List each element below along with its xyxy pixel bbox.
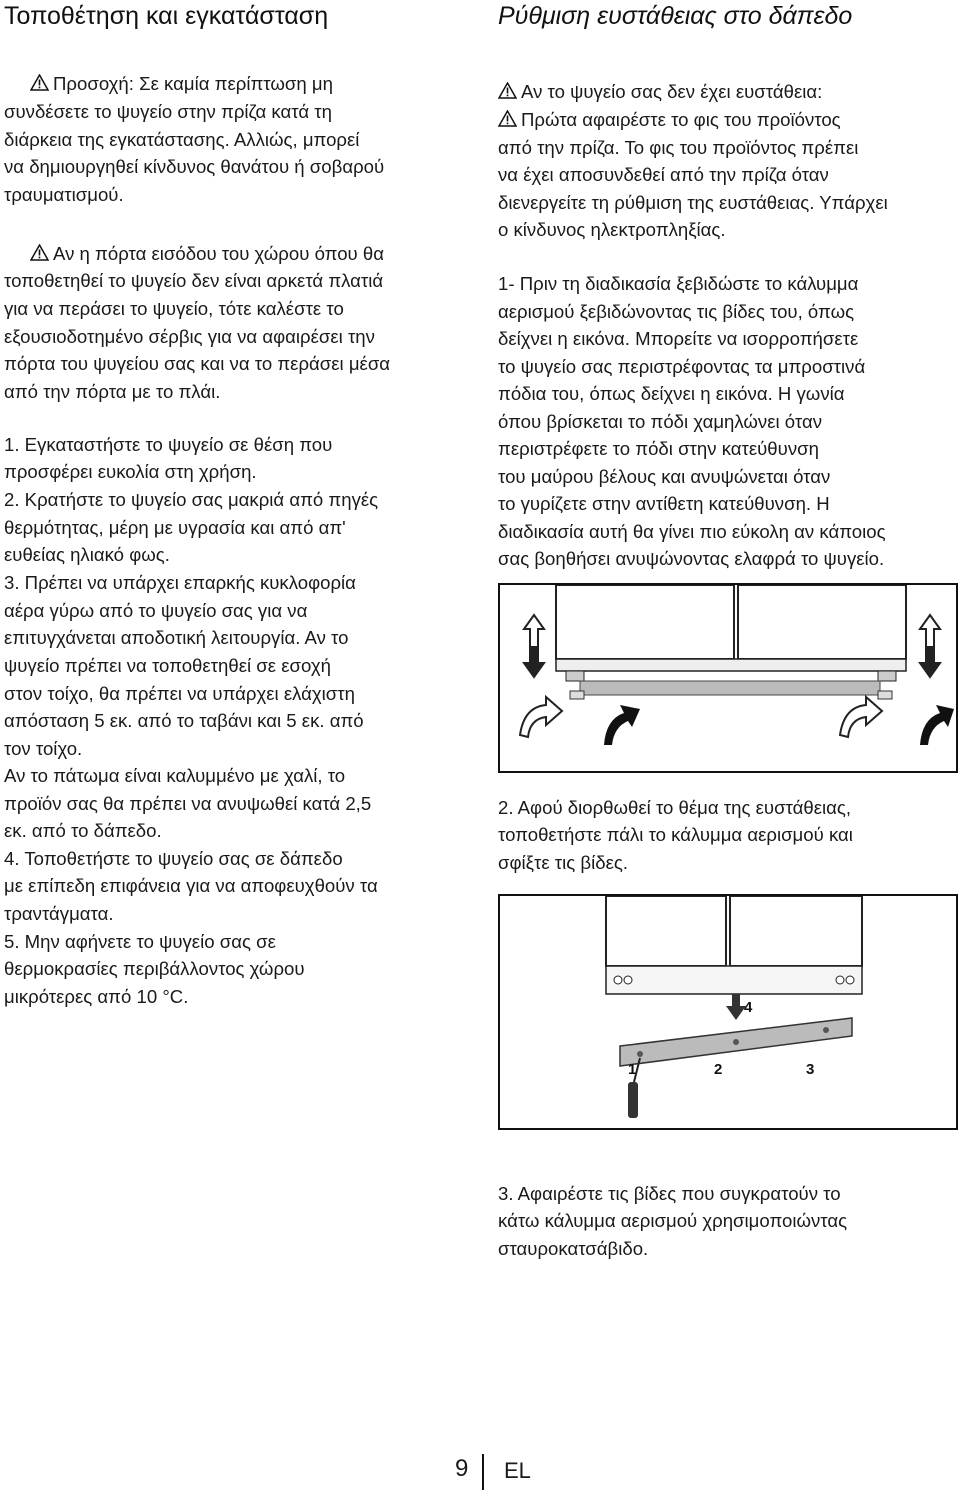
right-column-line-text: 2. Αφού διορθωθεί το θέμα της ευστάθειας, — [498, 797, 852, 818]
right-column-line — [498, 437, 819, 461]
left-column-line — [4, 847, 343, 871]
left-column-line-text: με επίπεδη επιφάνεια για να αποφευχθούν τα — [4, 875, 378, 896]
right-column-line-text: το γυρίζετε στην αντίθετη κατεύθυνση. Η — [498, 493, 830, 514]
right-column-line-text: αερισμού ξεβιδώνοντας τις βίδες του, όπως — [498, 301, 855, 322]
right-column-line-text: Πρώτα αφαιρέστε το φις του προϊόντος — [521, 109, 841, 130]
section-title-installation: Τοποθέτηση και εγκατάσταση — [4, 2, 329, 30]
warning-triangle-icon — [30, 74, 49, 91]
left-column-line — [4, 297, 344, 321]
left-column-line — [4, 682, 355, 706]
left-column-line-text: διάρκεια της εγκατάστασης. Αλλιώς, μπορεί — [4, 129, 360, 150]
warning-triangle-icon — [498, 82, 517, 99]
right-column-line — [498, 410, 822, 434]
left-column-line-text: στον τοίχο, θα πρέπει να υπάρχει ελάχιστη — [4, 683, 355, 704]
left-column-line — [4, 325, 375, 349]
left-column-line — [4, 709, 364, 733]
left-column-line-text: μικρότερες από 10 °C. — [4, 986, 189, 1007]
right-column-line — [498, 136, 858, 160]
figure-label-2: 2 — [714, 1061, 723, 1078]
left-column-line — [4, 543, 170, 567]
left-column-line — [4, 571, 356, 595]
left-column-line — [4, 819, 162, 843]
left-column-line-text: αέρα γύρω από το ψυγείο σας για να — [4, 600, 308, 621]
left-column-line-text: θερμοκρασίες περιβάλλοντος χώρου — [4, 958, 305, 979]
left-column-line — [4, 654, 331, 678]
left-column-line — [4, 985, 188, 1009]
left-column-line — [4, 100, 332, 124]
right-column-line-text: δείχνει η εικόνα. Μπορείτε να ισορροπήσετε — [498, 328, 859, 349]
left-column-line — [4, 269, 383, 293]
figure-vent-cover-screws — [498, 894, 958, 1130]
left-column-line-text: απόσταση 5 εκ. από το ταβάνι και 5 εκ. από — [4, 710, 364, 731]
left-column-line — [4, 380, 220, 404]
left-column-line-text: Αν το πάτωμα είναι καλυμμένο με χαλί, το — [4, 765, 346, 786]
left-column-line-text: επιτυγχάνεται αποδοτική λειτουργία. Αν το — [4, 627, 349, 648]
left-column-line-text: πόρτα του ψυγείου σας και να το περάσει μέσα — [4, 353, 391, 374]
right-column-line-text: το ψυγείο σας περιστρέφοντας τα μπροστινά — [498, 356, 866, 377]
left-column-line — [4, 352, 390, 376]
right-column-line-text: διενεργείτε τη ρύθμιση της ευστάθειας. Υπάρχει — [498, 192, 888, 213]
left-column-line — [4, 460, 257, 484]
left-column-line — [4, 433, 332, 457]
vent-cover-diagram — [500, 896, 956, 1128]
left-column-line — [30, 242, 384, 266]
language-code: EL — [504, 1458, 531, 1483]
left-column-line-text: προσφέρει ευκολία στη χρήση. — [4, 461, 257, 482]
warning-triangle-icon — [498, 110, 517, 127]
right-column-line — [498, 80, 822, 104]
right-column-line-text: πόδια του, όπως δείχνει η εικόνα. Η γωνία — [498, 383, 845, 404]
left-column-line — [4, 957, 305, 981]
figure-label-1: 1 — [628, 1061, 637, 1078]
left-column-line — [4, 902, 114, 926]
right-column-line-text: όπου βρίσκεται το πόδι χαμηλώνει όταν — [498, 411, 823, 432]
right-column-line — [498, 272, 858, 296]
right-column-line-text: περιστρέφετε το πόδι στην κατεύθυνση — [498, 438, 819, 459]
leveling-diagram — [500, 585, 956, 771]
left-column-line — [4, 930, 276, 954]
right-column-line — [498, 355, 865, 379]
right-column-line — [498, 547, 884, 571]
left-column-line-text: από την πόρτα με το πλάι. — [4, 381, 221, 402]
left-column-line-text: τον τοίχο. — [4, 738, 83, 759]
left-column-line-text: ευθείας ηλιακό φως. — [4, 544, 170, 565]
left-column-line-text: θερμότητας, μέρη με υγρασία και από απ' — [4, 517, 346, 538]
left-column-line — [4, 128, 359, 152]
left-column-line-text: συνδέσετε το ψυγείο στην πρίζα κατά τη — [4, 101, 332, 122]
left-column-line — [4, 183, 124, 207]
right-column-line-text: να έχει αποσυνδεθεί από την πρίζα όταν — [498, 164, 829, 185]
right-column-line — [498, 492, 830, 516]
left-column-line — [4, 874, 378, 898]
right-column-line — [498, 108, 841, 132]
right-column-line-text: του μαύρου βέλους και ανυψώνεται όταν — [498, 466, 831, 487]
right-column-line-text: σας βοηθήσει ανυψώνοντας ελαφρά το ψυγείο. — [498, 548, 885, 569]
left-column-line — [30, 72, 333, 96]
right-column-line — [498, 163, 829, 187]
right-column-line — [498, 300, 854, 324]
right-column-line-text: σφίξτε τις βίδες. — [498, 852, 628, 873]
footer-divider — [482, 1454, 484, 1490]
right-column-line-text: τοποθετήστε πάλι το κάλυμμα αερισμού και — [498, 824, 853, 845]
left-column-line-text: τραυματισμού. — [4, 184, 124, 205]
right-column-line-text: 1- Πριν τη διαδικασία ξεβιδώστε το κάλυμμα — [498, 273, 859, 294]
left-column-line — [4, 792, 371, 816]
right-column-line-text: σταυροκατσάβιδο. — [498, 1238, 649, 1259]
left-column-line-text: ψυγείο πρέπει να τοποθετηθεί σε εσοχή — [4, 655, 331, 676]
left-column-line-text: 2. Κρατήστε το ψυγείο σας μακριά από πηγές — [4, 489, 379, 510]
right-column-line — [498, 1237, 648, 1261]
right-column-line-text: ο κίνδυνος ηλεκτροπληξίας. — [498, 219, 726, 240]
left-column-line-text: για να περάσει το ψυγείο, τότε καλέστε το — [4, 298, 344, 319]
figure-leveling-feet — [498, 583, 958, 773]
figure-label-4: 4 — [744, 999, 753, 1016]
right-column-line — [498, 465, 830, 489]
left-column-line — [4, 599, 307, 623]
left-column-line-text: εκ. από το δάπεδο. — [4, 820, 162, 841]
right-column-line — [498, 1209, 847, 1233]
left-column-line — [4, 626, 348, 650]
right-column-line — [498, 327, 858, 351]
right-column-line — [498, 218, 726, 242]
right-column-line-text: 3. Αφαιρέστε τις βίδες που συγκρατούν το — [498, 1183, 841, 1204]
left-column-line-text: 4. Τοποθετήστε το ψυγείο σας σε δάπεδο — [4, 848, 343, 869]
right-column-line — [498, 823, 853, 847]
left-column-line — [4, 764, 345, 788]
warning-triangle-icon — [30, 244, 49, 261]
left-column-line-text: εξουσιοδοτημένο σέρβις για να αφαιρέσει την — [4, 326, 375, 347]
left-column-line-text: τραντάγματα. — [4, 903, 114, 924]
right-column-line-text: διαδικασία αυτή θα γίνει πιο εύκολη αν κάποιος — [498, 521, 886, 542]
left-column-line-text: Προσοχή: Σε καμία περίπτωση μη — [53, 73, 333, 94]
right-column-line-text: κάτω κάλυμμα αερισμού χρησιμοποιώντας — [498, 1210, 848, 1231]
section-title-floor-stability: Ρύθμιση ευστάθειας στο δάπεδο — [498, 2, 853, 30]
page-number: 9 — [455, 1455, 469, 1482]
right-column-line-text: Αν το ψυγείο σας δεν έχει ευστάθεια: — [521, 81, 823, 102]
left-column-line-text: Αν η πόρτα εισόδου του χώρου όπου θα — [53, 243, 384, 264]
left-column-line-text: 1. Εγκαταστήστε το ψυγείο σε θέση που — [4, 434, 333, 455]
figure-label-3: 3 — [806, 1061, 815, 1078]
right-column-line — [498, 191, 888, 215]
right-column-line-text: από την πρίζα. Το φις του προϊόντος πρέπει — [498, 137, 859, 158]
left-column-line — [4, 488, 378, 512]
right-column-line — [498, 796, 851, 820]
right-column-line — [498, 382, 845, 406]
right-column-line — [498, 1182, 841, 1206]
right-column-line — [498, 851, 628, 875]
left-column-line-text: 5. Μην αφήνετε το ψυγείο σας σε — [4, 931, 276, 952]
left-column-line-text: προϊόν σας θα πρέπει να ανυψωθεί κατά 2,5 — [4, 793, 372, 814]
right-column-line — [498, 520, 886, 544]
left-column-line-text: τοποθετηθεί το ψυγείο δεν είναι αρκετά πλατιά — [4, 270, 384, 291]
left-column-line-text: να δημιουργηθεί κίνδυνος θανάτου ή σοβαρού — [4, 156, 385, 177]
left-column-line — [4, 737, 82, 761]
left-column-line — [4, 516, 346, 540]
left-column-line — [4, 155, 384, 179]
left-column-line-text: 3. Πρέπει να υπάρχει επαρκής κυκλοφορία — [4, 572, 356, 593]
